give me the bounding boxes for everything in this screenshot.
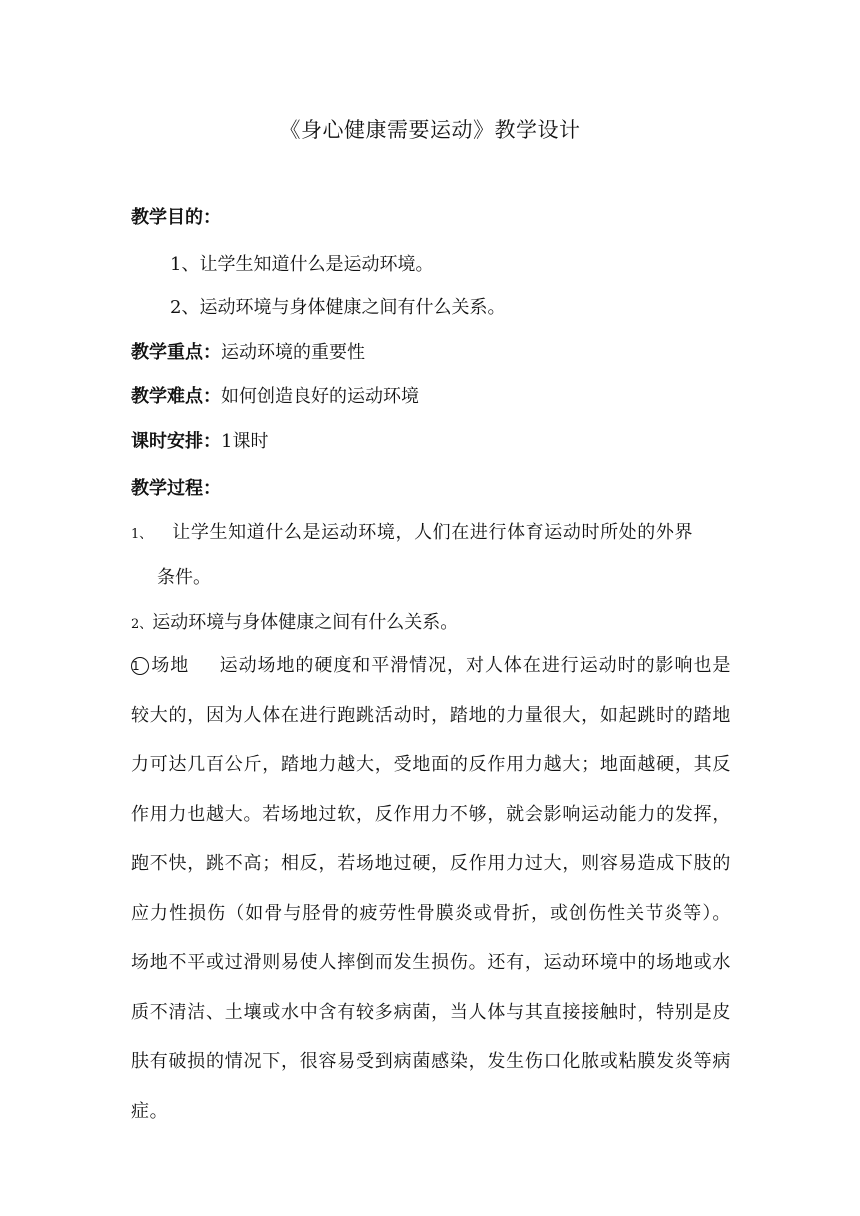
step-1-number: 1、 xyxy=(131,527,153,542)
process-heading: 教学过程： xyxy=(131,478,221,499)
objective-item-2: 2、运动环境与身体健康之间有什么关系。 xyxy=(170,297,506,318)
venue-title: 场地 xyxy=(151,655,190,676)
step-1-continuation: 条件。 xyxy=(157,567,211,588)
process-step-1 xyxy=(131,521,693,547)
venue-paragraph xyxy=(131,641,731,1136)
circled-number-marker: 1 xyxy=(131,657,149,675)
objective-item-1: 1、让学生知道什么是运动环境。 xyxy=(170,254,434,275)
step-1-text: 让学生知道什么是运动环境，人们在进行体育运动时所处的外界 xyxy=(172,522,694,543)
step-2-text: 运动环境与身体健康之间有什么关系。 xyxy=(152,612,459,633)
schedule-label: 课时安排： xyxy=(131,431,221,452)
schedule-value: 1课时 xyxy=(221,431,269,452)
venue-text-first: 运动场地的硬度和平滑情况，对人体在进行运动时的影响 xyxy=(219,655,694,676)
difficulty-label: 教学难点： xyxy=(131,386,221,407)
difficulty-value: 如何创造良好的运动环境 xyxy=(221,386,419,407)
objectives-heading: 教学目的： xyxy=(131,207,221,228)
venue-text-rest: 也是较大的，因为人体在进行跑跳活动时，踏地的力量很大，如起跳时的踏地力可达几百公斤，踏地力越大，受地面的反作用力越大；地面越硬，其反作用力也越大。若场地过软，反作用力不够，就会影响运动能力的发挥，跑不快，跳不高；相反，若场地过硬，反作用力过大，则容易造成下肢的应力性损伤（如骨与胫骨的疲劳性骨膜炎或骨折，或创伤性关节炎等）。场地不平或过滑则易使人摔倒而发生损伤。还有，运动环境中的场地或水质不清洁、土壤或水中含有较多病菌，当人体与其直接接触时，特别是皮肤有破损的情况下，很容易受到病菌感染，发生伤口化脓或粘膜发炎等病症。 xyxy=(131,655,732,1122)
difficulty-line xyxy=(131,385,419,409)
process-step-2 xyxy=(131,611,458,637)
schedule-line xyxy=(131,430,268,454)
key-point-value: 运动环境的重要性 xyxy=(221,342,365,363)
document-title: 《身心健康需要运动》教学设计 xyxy=(279,118,581,142)
key-point-label: 教学重点： xyxy=(131,342,221,363)
key-point-line xyxy=(131,341,365,365)
step-2-number: 2、 xyxy=(131,617,153,632)
